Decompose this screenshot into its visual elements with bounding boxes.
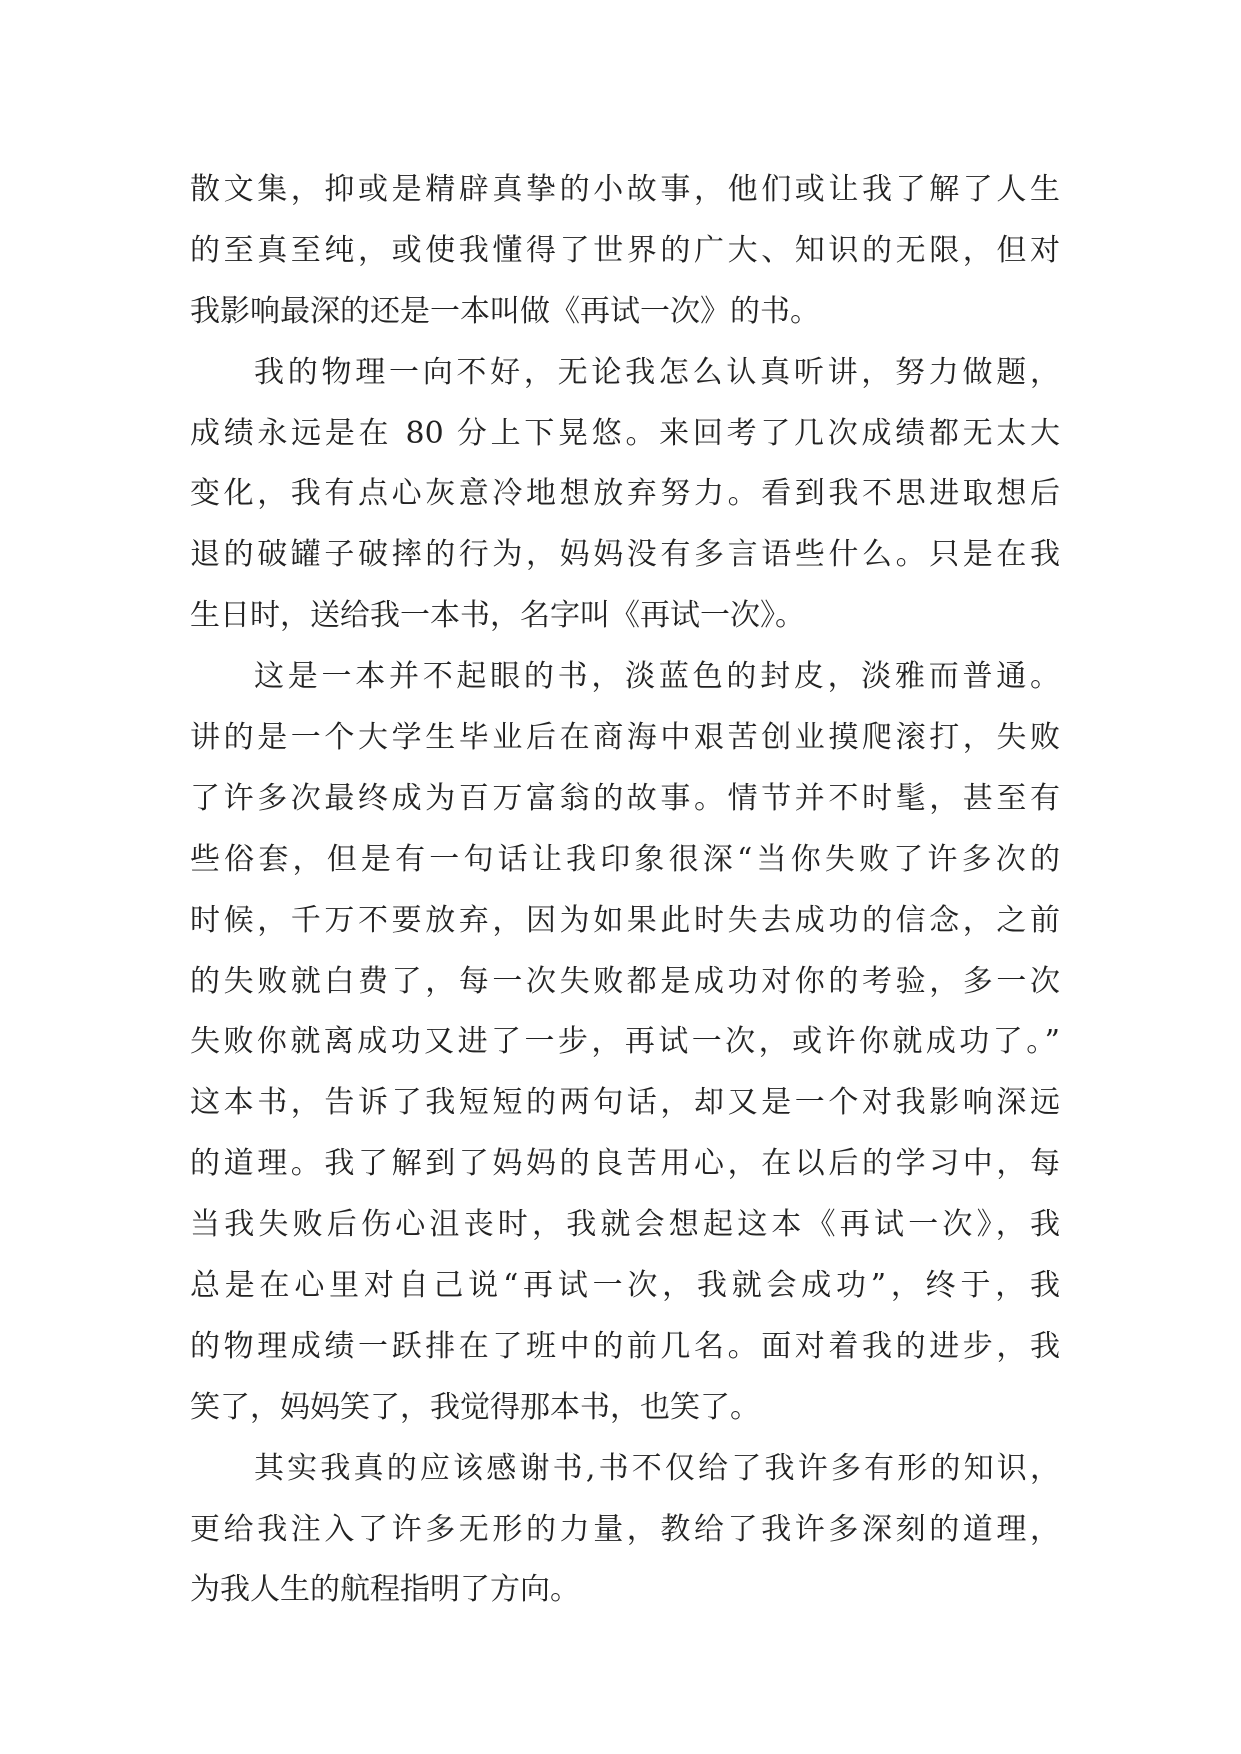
text-line: 讲的是一个大学生毕业后在商海中艰苦创业摸爬滚打，失败 [190,720,1060,756]
text-line: 的至真至纯，或使我懂得了世界的广大、知识的无限，但对 [190,232,1060,268]
paragraph-3 [190,647,1060,1439]
text-line: 时候，千万不要放弃，因为如果此时失去成功的信念，之前 [190,902,1060,938]
text-line: 我的物理一向不好，无论我怎么认真听讲，努力做题， [254,354,1060,390]
text-line: 其实我真的应该感谢书,书不仅给了我许多有形的知识， [254,1450,1060,1486]
text-line: 成绩永远是在 80 分上下晃悠。来回考了几次成绩都无太大 [190,415,1060,451]
text-line: 生日时，送给我一本书，名字叫《再试一次》。 [190,598,805,634]
text-line: 当我失败后伤心沮丧时，我就会想起这本《再试一次》，我 [190,1207,1060,1243]
text-line: 为我人生的航程指明了方向。 [190,1572,580,1608]
text-line: 笑了，妈妈笑了，我觉得那本书，也笑了。 [190,1389,760,1425]
text-line: 这是一本并不起眼的书，淡蓝色的封皮，淡雅而普通。 [254,659,1060,695]
text-line: 我影响最深的还是一本叫做《再试一次》的书。 [190,293,820,329]
text-line: 了许多次最终成为百万富翁的故事。情节并不时髦，甚至有 [190,780,1060,816]
text-line: 的失败就白费了，每一次失败都是成功对你的考验，多一次 [190,963,1060,999]
text-line: 退的破罐子破摔的行为，妈妈没有多言语些什么。只是在我 [190,537,1060,573]
paragraph-2 [190,343,1060,647]
text-line: 变化，我有点心灰意冷地想放弃努力。看到我不思进取想后 [190,476,1060,512]
text-line: 更给我注入了许多无形的力量，教给了我许多深刻的道理， [190,1511,1060,1547]
body-text [190,160,1060,1621]
text-line: 失败你就离成功又进了一步，再试一次，或许你就成功了。” [190,1024,1060,1060]
paragraph-4 [190,1439,1060,1622]
paragraph-1 [190,160,1060,343]
text-line: 的道理。我了解到了妈妈的良苦用心，在以后的学习中，每 [190,1146,1060,1182]
text-line: 这本书，告诉了我短短的两句话，却又是一个对我影响深远 [190,1085,1060,1121]
text-line: 散文集，抑或是精辟真挚的小故事，他们或让我了解了人生 [190,172,1060,207]
text-line: 总是在心里对自己说“再试一次，我就会成功”，终于，我 [190,1268,1060,1304]
text-line: 些俗套，但是有一句话让我印象很深“当你失败了许多次的 [190,841,1060,877]
text-line: 的物理成绩一跃排在了班中的前几名。面对着我的进步，我 [190,1328,1060,1364]
